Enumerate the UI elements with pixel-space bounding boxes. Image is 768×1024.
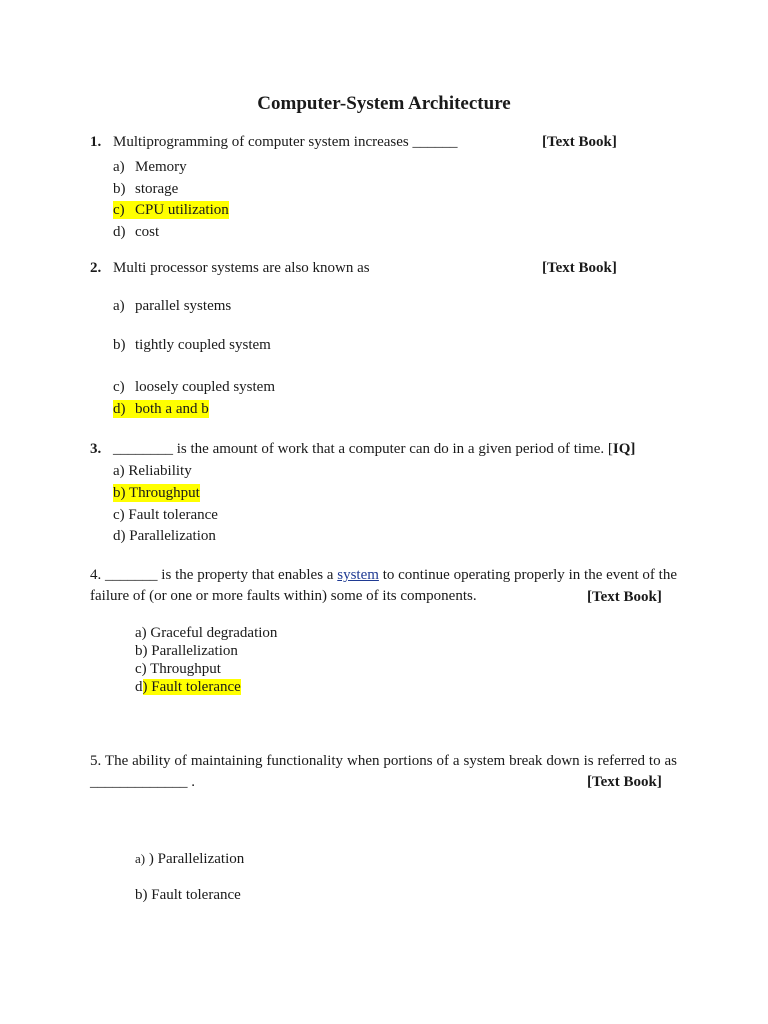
option-b: b) Fault tolerance (135, 887, 241, 903)
question-text-cont: to continue operating properly in the event of the failure of (or one or more faults within) some of its components. (90, 567, 677, 604)
option-b-answer: b) Throughput (113, 485, 200, 501)
question-2 (90, 259, 370, 277)
page-title: Computer-System Architecture (257, 93, 511, 114)
question-number: 2. (90, 260, 102, 276)
question-source: [Text Book] (542, 260, 617, 276)
option-b: b) Parallelization (135, 643, 238, 659)
option-a: a) parallel systems (113, 298, 232, 314)
system-link[interactable]: system (337, 567, 379, 583)
question-3 (90, 440, 635, 458)
option-d: d) cost (113, 224, 160, 240)
question-text: Multiprogramming of computer system increases ______ (113, 134, 458, 150)
question-number: 1. (90, 134, 102, 150)
option-d-answer: d) both a and b (113, 401, 209, 417)
question-source: [Text Book] (542, 134, 617, 150)
option-c: c) Fault tolerance (113, 507, 218, 523)
option-c-answer: c) CPU utilization (113, 202, 229, 218)
question-text: Multi processor systems are also known as (113, 260, 370, 276)
question-5: 5. The ability of maintaining functionality when portions of a system break down is referred to as _____________ . (90, 753, 677, 790)
question-source: [Text Book] (587, 589, 662, 605)
question-source: [Text Book] (587, 774, 662, 790)
question-1 (90, 133, 458, 151)
option-d-answer: d) Fault tolerance (135, 679, 241, 695)
option-b: b) storage (113, 181, 179, 197)
option-c: c) loosely coupled system (113, 379, 275, 395)
option-a: a) Reliability (113, 463, 192, 479)
question-source: IQ] (612, 441, 636, 457)
option-d: d) Parallelization (113, 528, 216, 544)
question-number: 3. (90, 441, 102, 457)
question-text: 4. _______ is the property that enables a (90, 567, 338, 583)
option-a: a) Graceful degradation (135, 625, 278, 641)
option-a: a) ) Parallelization (135, 851, 245, 867)
option-c: c) Throughput (135, 661, 221, 677)
option-a: a) Memory (113, 159, 187, 175)
question-text: ________ is the amount of work that a computer can do in a given period of time. [ (113, 441, 613, 457)
option-b: b) tightly coupled system (113, 337, 271, 353)
